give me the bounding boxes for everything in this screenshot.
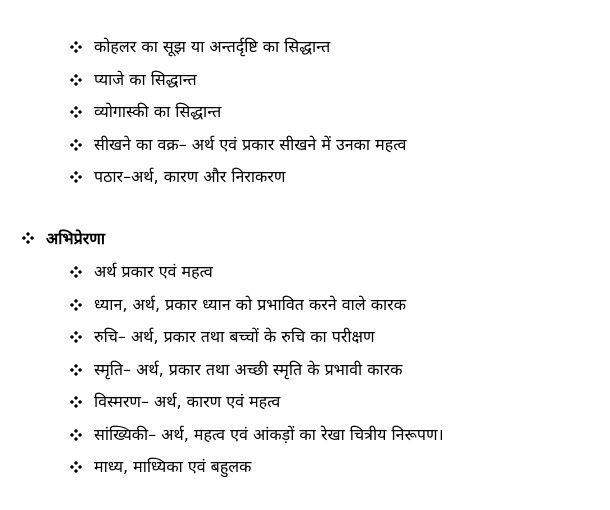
list-item xyxy=(70,161,406,194)
diamond-bullet-icon xyxy=(70,429,82,441)
list-item-text: कोहलर का सूझ या अन्तर्दृष्टि का सिद्धान्त xyxy=(94,37,331,57)
diamond-bullet-icon xyxy=(70,171,82,183)
diamond-bullet-icon xyxy=(70,461,82,473)
list-item-text: स्मृति– अर्थ, प्रकार तथा अच्छी स्मृति के प्रभावी कारक xyxy=(94,359,403,379)
list-item xyxy=(70,386,444,419)
list-item-text: सीखने का वक्र– अर्थ एवं प्रकार सीखने में उनका महत्व xyxy=(94,134,407,154)
list-item xyxy=(70,289,444,322)
list-item-text: सांख्यिकी– अर्थ, महत्व एवं आंकड़ों का रेखा चित्रीय निरूपण। xyxy=(94,424,444,444)
diamond-bullet-icon xyxy=(70,364,82,376)
section-heading-motivation xyxy=(22,224,105,252)
topic-list-motivation xyxy=(70,256,444,484)
list-item-text: पठार–अर्थ, कारण और निराकरण xyxy=(94,167,286,187)
diamond-bullet-icon xyxy=(70,106,82,118)
list-item xyxy=(70,64,406,97)
diamond-bullet-icon xyxy=(70,266,82,278)
list-item xyxy=(70,419,444,452)
list-item-text: विस्मरण– अर्थ, कारण एवं महत्व xyxy=(94,392,281,412)
list-item-text: रुचि– अर्थ, प्रकार तथा बच्चों के रुचि का परीक्षण xyxy=(94,327,375,347)
list-item xyxy=(70,129,406,162)
diamond-bullet-icon xyxy=(70,139,82,151)
list-item xyxy=(70,321,444,354)
list-item-text: प्याजे का सिद्धान्त xyxy=(94,69,197,89)
diamond-bullet-icon xyxy=(70,396,82,408)
topic-list-learning-theories xyxy=(70,31,406,194)
list-item xyxy=(70,31,406,64)
diamond-bullet-icon xyxy=(22,232,34,244)
diamond-bullet-icon xyxy=(70,41,82,53)
section-heading-text: अभिप्रेरणा xyxy=(46,229,105,248)
list-item-text: माध्य, माध्यिका एवं बहुलक xyxy=(94,457,252,477)
list-item xyxy=(70,354,444,387)
list-item-text: अर्थ प्रकार एवं महत्व xyxy=(94,262,213,282)
diamond-bullet-icon xyxy=(70,299,82,311)
diamond-bullet-icon xyxy=(70,331,82,343)
list-item xyxy=(70,451,444,484)
list-item-text: ध्यान, अर्थ, प्रकार ध्यान को प्रभावित करने वाले कारक xyxy=(94,294,406,314)
list-item xyxy=(70,256,444,289)
diamond-bullet-icon xyxy=(70,74,82,86)
list-item-text: व्योगास्की का सिद्धान्त xyxy=(94,102,222,122)
list-item xyxy=(70,96,406,129)
